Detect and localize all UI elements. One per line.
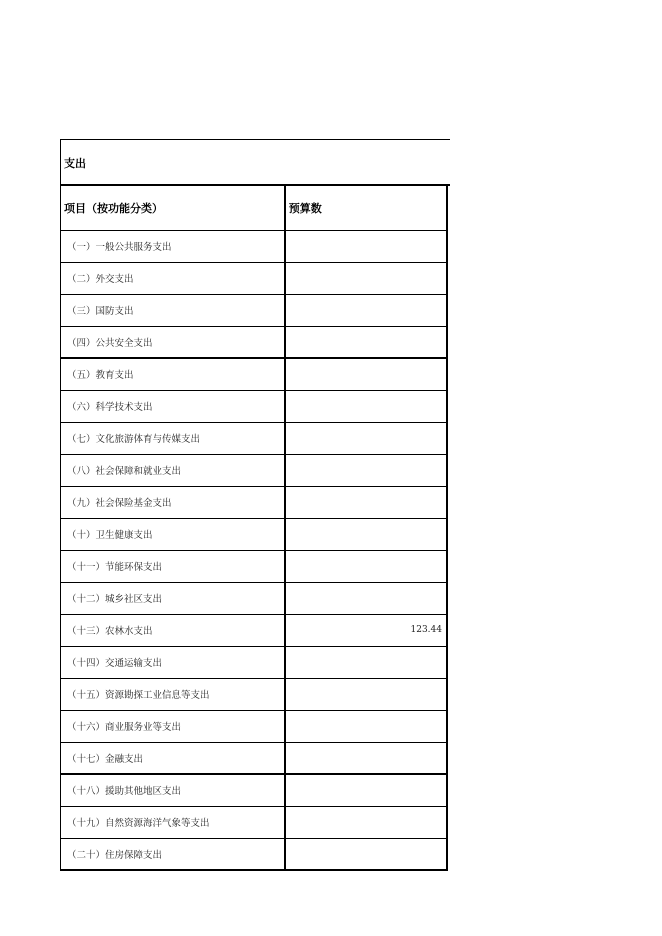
table-row: [61, 358, 448, 390]
table-row: [61, 486, 448, 518]
amount-cell[interactable]: [285, 390, 447, 422]
table-row: [61, 326, 448, 358]
item-cell[interactable]: （七）文化旅游体育与传媒支出: [61, 422, 285, 454]
table-row: [61, 646, 448, 678]
table-row: [61, 262, 448, 294]
item-cell[interactable]: （十九）自然资源海洋气象等支出: [61, 806, 285, 838]
table-row: [61, 806, 448, 838]
amount-cell[interactable]: [285, 582, 447, 614]
table-row: [61, 774, 448, 806]
amount-cell[interactable]: 123.44: [285, 614, 447, 646]
amount-cell[interactable]: [285, 326, 447, 358]
item-cell[interactable]: （一）一般公共服务支出: [61, 230, 285, 262]
table-row: [61, 742, 448, 774]
amount-cell[interactable]: [285, 422, 447, 454]
item-cell[interactable]: （十五）资源勘探工业信息等支出: [61, 678, 285, 710]
table-row: [61, 454, 448, 486]
amount-cell[interactable]: [285, 358, 447, 390]
table-row: [61, 422, 448, 454]
item-cell[interactable]: （九）社会保险基金支出: [61, 486, 285, 518]
amount-cell[interactable]: [285, 262, 447, 294]
item-cell[interactable]: （十六）商业服务业等支出: [61, 710, 285, 742]
budget-sheet: [60, 139, 450, 871]
item-cell[interactable]: （十一）节能环保支出: [61, 550, 285, 582]
item-cell[interactable]: （二十）住房保障支出: [61, 838, 285, 870]
table-row: [61, 518, 448, 550]
item-cell[interactable]: （三）国防支出: [61, 294, 285, 326]
header-amount-cell[interactable]: 预算数: [285, 186, 447, 230]
amount-cell[interactable]: [285, 710, 447, 742]
amount-cell[interactable]: [285, 838, 447, 870]
item-cell[interactable]: （十三）农林水支出: [61, 614, 285, 646]
amount-cell[interactable]: [285, 678, 447, 710]
amount-cell[interactable]: [285, 518, 447, 550]
table-row: [61, 550, 448, 582]
item-cell[interactable]: （二）外交支出: [61, 262, 285, 294]
table-row: [61, 838, 448, 870]
item-cell[interactable]: （六）科学技术支出: [61, 390, 285, 422]
amount-cell[interactable]: [285, 454, 447, 486]
item-cell[interactable]: （八）社会保障和就业支出: [61, 454, 285, 486]
amount-cell[interactable]: [285, 774, 447, 806]
sheet-title: 支出: [64, 157, 86, 170]
table-row: [61, 710, 448, 742]
table-row: [61, 230, 448, 262]
item-cell[interactable]: （五）教育支出: [61, 358, 285, 390]
item-cell[interactable]: （十）卫生健康支出: [61, 518, 285, 550]
item-cell[interactable]: （十四）交通运输支出: [61, 646, 285, 678]
amount-cell[interactable]: [285, 230, 447, 262]
amount-cell[interactable]: [285, 486, 447, 518]
table-row: [61, 614, 448, 646]
item-cell[interactable]: （四）公共安全支出: [61, 326, 285, 358]
amount-cell[interactable]: [285, 550, 447, 582]
table-row: [61, 678, 448, 710]
item-cell[interactable]: （十二）城乡社区支出: [61, 582, 285, 614]
table-row: [61, 582, 448, 614]
item-cell[interactable]: （十七）金融支出: [61, 742, 285, 774]
amount-cell[interactable]: [285, 806, 447, 838]
table-row: [61, 390, 448, 422]
amount-cell[interactable]: [285, 294, 447, 326]
amount-cell[interactable]: [285, 742, 447, 774]
expenditure-table: [60, 186, 448, 871]
table-row: [61, 294, 448, 326]
header-item-cell[interactable]: 项目（按功能分类）: [61, 186, 285, 230]
sheet-title-cell[interactable]: [60, 139, 450, 186]
header-row: [61, 186, 448, 230]
amount-cell[interactable]: [285, 646, 447, 678]
item-cell[interactable]: （十八）援助其他地区支出: [61, 774, 285, 806]
table-body: [61, 186, 448, 870]
